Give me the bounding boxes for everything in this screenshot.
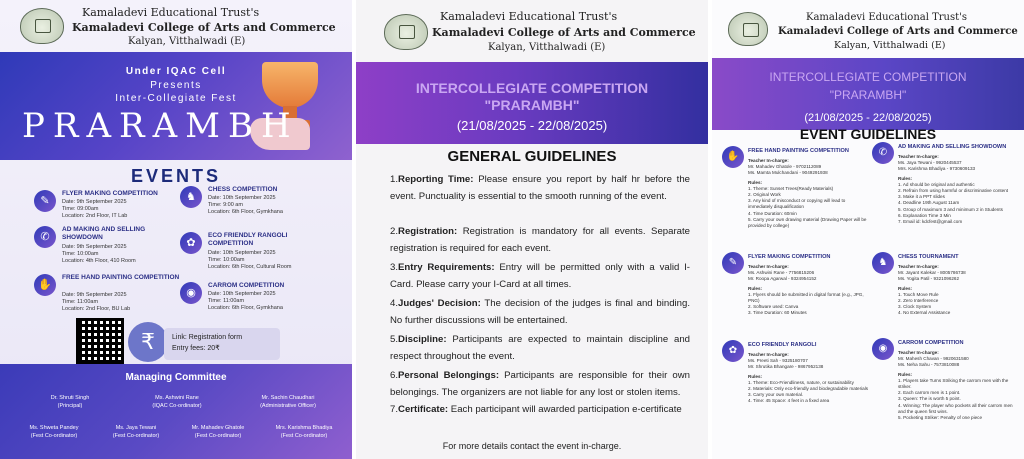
guideline-number: 7. (390, 404, 399, 415)
card-body (898, 350, 1020, 421)
college-location: Kalyan, Vitthalwadi (E) (488, 42, 606, 53)
member-role: (Principal) (57, 403, 83, 409)
rule-line: 1. Theme: Eco-Friendliness, nature, or sustainability (748, 379, 854, 385)
college-logo (384, 14, 428, 50)
guideline-item (390, 172, 690, 205)
megaphone-icon: ✆ (872, 142, 894, 164)
guideline-number: 1. (390, 174, 399, 185)
committee-member (262, 424, 346, 440)
banner-dates: (21/08/2025 - 22/08/2025) (804, 112, 932, 124)
banner-title: INTERCOLLEGIATE COMPETITION (415, 80, 649, 96)
rule-line: 3. Make it a PPT slides (898, 194, 945, 200)
college-logo (728, 12, 768, 46)
event-time: Time: 10:00am (208, 257, 245, 263)
poster-event-guidelines (712, 0, 1024, 459)
committee-member (240, 394, 336, 410)
chess-icon: ♞ (872, 252, 894, 274)
incharge-label: Teacher In-charge: (748, 158, 789, 163)
rule-line: 7. Email id: kdcfest@gmail.com (898, 219, 963, 225)
committee-member (14, 424, 94, 440)
college-header (356, 0, 708, 54)
rule-line: 5. Pocketing Striker: Penalty of one piece (898, 415, 983, 421)
teacher-contact: Ms. Ashwini Rane - 7756815206 (748, 270, 815, 276)
incharge-label: Teacher In-charge: (748, 352, 789, 357)
rule-line: 1. Theme: Sunset Trees(Ready Materials) (748, 185, 834, 191)
teacher-contact: Mr. Mahesh Chavan - 9920631580 (898, 356, 969, 362)
event-location: Location: 2nd Floor, BU Lab (62, 306, 131, 312)
rule-line: 1. Ad should be original and authentic (898, 181, 975, 187)
registration-box[interactable] (164, 328, 280, 360)
card-title: FREE HAND PAINTING COMPETITION (748, 148, 849, 154)
guideline-label: Judges' Decision: (398, 298, 481, 309)
guideline-item (390, 332, 690, 365)
guideline-label: Entry Requirements: (398, 262, 495, 273)
college-header (712, 0, 1024, 54)
rule-line: 1. Touch Move Rule (898, 291, 939, 297)
event-title: FLYER MAKING COMPETITION (62, 190, 158, 197)
event-date: Date: 9th September 2025 (62, 292, 127, 298)
college-location: Kalyan, Vitthalwadi (E) (128, 36, 246, 47)
guideline-text: Participants are expected to maintain discipline and respect throughout the event. (390, 334, 690, 362)
rules-label: Rules: (748, 179, 763, 185)
teacher-contact: Ms. Mamta Mulchandani - 9049291938 (748, 170, 828, 176)
committee-member (178, 424, 258, 440)
rule-line: 5. Carry your own drawing material (Drawing Paper will be provided by college) (748, 216, 867, 229)
card-title: CARROM COMPETITION (898, 340, 964, 346)
guideline-text: Please ensure you report by half hr before the event. Punctuality is essential to the smooth running of the event. (390, 174, 690, 202)
registration-link[interactable]: Link: Registration form (172, 334, 243, 341)
banner-title: INTERCOLLEGIATE COMPETITION (769, 70, 967, 84)
committee-member (96, 424, 176, 440)
committee-member (132, 394, 222, 410)
card-body (748, 352, 870, 405)
rule-line: 2. Software used: Canva (748, 304, 799, 310)
member-name: Mr. Mahadev Ghatole (191, 425, 245, 431)
guideline-item (390, 402, 690, 419)
trust-name: Kamaladevi Educational Trust's (82, 6, 260, 19)
rule-line: 3. Any kind of misconduct or copying will lead to immediately disqualification (748, 198, 846, 210)
rule-line: 6. Explanation Time 3 Min (898, 212, 951, 218)
rule-line: 4. Deadline 19th August 11am (898, 200, 960, 206)
guideline-item (390, 296, 690, 329)
rule-line: 2. Zero Interference (898, 298, 939, 304)
member-name: Mr. Sachin Chaudhari (261, 395, 315, 401)
carrom-icon: ◉ (180, 282, 202, 304)
member-role: (Administrative Officer) (260, 403, 316, 409)
incharge-label: Teacher In-charge: (898, 264, 939, 269)
member-name: Ms. Shweta Pandey (29, 425, 79, 431)
rule-line: 3. Carry your own material. (748, 392, 804, 398)
paint-hand-icon: ✋ (34, 274, 56, 296)
trust-name: Kamaladevi Educational Trust's (440, 10, 618, 23)
member-name: Ms. Ashwini Rane (155, 395, 199, 401)
guideline-number: 3. (390, 262, 399, 273)
college-name: Kamaladevi College of Arts and Commerce (778, 26, 1018, 37)
rule-line: 1. Players take Turns Striking the carrom men with the striker. (898, 377, 1009, 390)
teacher-contact: Mr. Shrutika Bhangare - 9867952138 (748, 364, 824, 370)
chess-icon: ♞ (180, 186, 202, 208)
event-title: CHESS COMPETITION (208, 186, 278, 193)
member-role: (Fest Co-ordinator) (112, 433, 160, 439)
college-logo (20, 8, 64, 44)
event-time: Time: 11:00am (62, 299, 99, 305)
member-role: (IQAC Co-ordinator) (152, 403, 202, 409)
member-name: Dr. Shruti Singh (50, 395, 90, 401)
rule-line: 2. Refrain from using harmful or discriminative content (898, 188, 1009, 194)
event-location: Location: 2nd Floor, IT Lab (62, 213, 128, 219)
college-name: Kamaladevi College of Arts and Commerce (432, 26, 696, 39)
rules-label: Rules: (898, 175, 913, 181)
guideline-label: Registration: (398, 226, 458, 237)
teacher-contact: Ms. Neha Sahu - 7573810088 (898, 362, 960, 368)
event-location: Location: 6th Floor, Gymkhana (208, 305, 283, 311)
rule-line: 4. Winning: The player who pockets all their carrom men and the queen first wins. (898, 402, 1013, 414)
event-time: Time: 10:00am (62, 251, 99, 257)
college-name: Kamaladevi College of Arts and Commerce (72, 21, 336, 34)
member-name: Mrs. Karishma Bhadiya (275, 425, 333, 431)
poster-events (0, 0, 352, 459)
card-title: FLYER MAKING COMPETITION (748, 254, 831, 260)
rules-label: Rules: (898, 285, 913, 291)
incharge-label: Teacher In-charge: (748, 264, 789, 269)
event-time: Time: 9:00 am (208, 202, 243, 208)
event-date: Date: 10th September 2025 (208, 291, 276, 297)
guideline-text: Entry will be permitted only with a valid I-Card. Please carry your I-Card at all times. (390, 262, 691, 290)
incharge-label: Teacher In-charge: (898, 154, 939, 159)
registration-qr-code[interactable] (76, 318, 124, 366)
carrom-icon: ◉ (872, 338, 894, 360)
guideline-number: 5. (390, 334, 399, 345)
college-header (0, 0, 352, 54)
rule-line: 4. No External Assistance (898, 310, 951, 316)
guideline-item (390, 368, 690, 401)
pen-icon: ✎ (722, 252, 744, 274)
guideline-text: The decision of the judges is final and binding. No further discussions will be entertained. (390, 298, 690, 326)
event-guidelines-heading: EVENT GUIDELINES (799, 126, 937, 142)
rules-label: Rules: (748, 285, 763, 291)
event-date: Date: 10th September 2025 (208, 195, 276, 201)
iqac-line: Under IQAC Cell (125, 66, 227, 77)
guideline-number: 6. (390, 370, 399, 381)
event-title: ECO FRIENDLY RANGOLI COMPETITION (208, 232, 288, 247)
entry-fees: Entry fees: 20₹ (172, 345, 220, 352)
rule-line: 2. Original Work (748, 192, 781, 198)
presents-line: Presents (150, 80, 202, 91)
megaphone-icon: ✆ (34, 226, 56, 248)
guideline-item (390, 224, 690, 257)
rule-line: 2. Materials: Only eco-friendly and biodegradable materials (748, 386, 869, 392)
guideline-number: 4. (390, 298, 399, 309)
rule-line: 3. Clock System (898, 304, 932, 310)
event-title: CARROM COMPETITION (208, 282, 285, 289)
card-title: CHESS TOURNAMENT (898, 254, 959, 260)
trust-name: Kamaladevi Educational Trust's (806, 12, 968, 23)
guidelines-heading: GENERAL GUIDELINES (447, 148, 617, 165)
committee-heading: Managing Committee (125, 372, 227, 383)
events-heading: EVENTS (130, 166, 222, 186)
banner-subtitle: "PRARAMBH" (484, 97, 580, 113)
teacher-contact: Mrs. Karishma Bhadiya - 9730609133 (898, 166, 976, 172)
committee-member (30, 394, 110, 410)
pen-icon: ✎ (34, 190, 56, 212)
rule-line: 3. Queen: The is worth 5 point. (898, 396, 961, 402)
card-body (748, 264, 870, 317)
banner-dates: (21/08/2025 - 22/08/2025) (456, 118, 608, 133)
guideline-label: Discipline: (398, 334, 447, 345)
event-date: Date: 9th September 2025 (62, 199, 127, 205)
rule-line: 3. Time Duration: 60 Minutes (748, 310, 807, 316)
guideline-label: Certificate: (398, 404, 449, 415)
college-location: Kalyan, Vitthalwadi (E) (834, 40, 946, 51)
guideline-text: Each participant will awarded participation e-certificate (448, 404, 682, 415)
fest-line: Inter-Collegiate Fest (115, 93, 237, 104)
teacher-contact: Ms. Preeti Sah - 9325180707 (748, 358, 808, 364)
teacher-contact: Mr. Roopa Agarwal - 9324954152 (748, 276, 817, 282)
guideline-label: Reporting Time: (398, 174, 474, 185)
event-location: Location: 6th Floor, Cultural Room (208, 264, 292, 270)
rule-line: 2. Each carrom men is 1 point. (898, 390, 961, 396)
event-date: Date: 9th September 2025 (62, 244, 127, 250)
event-date: Date: 10th September 2025 (208, 250, 276, 256)
member-name: Ms. Jaya Tewani (115, 425, 157, 431)
card-body (898, 264, 1020, 317)
guideline-number: 2. (390, 226, 399, 237)
card-body (748, 158, 870, 229)
event-time: Time: 09:00am (62, 206, 99, 212)
rule-line: 4. Time: 45 Space: 4 feet in a fixed area (748, 398, 830, 404)
rangoli-icon: ✿ (180, 232, 202, 254)
event-title: FREE HAND PAINTING COMPETITION (62, 274, 180, 281)
event-title: AD MAKING AND SELLING SHOWDOWN (62, 226, 146, 241)
event-location: Location: 4th Floor, 410 Room (62, 258, 136, 264)
member-role: (Fest Co-ordinator) (30, 433, 78, 439)
contact-note: For more details contact the event in-charge. (442, 441, 622, 451)
rules-label: Rules: (748, 373, 763, 379)
member-role: (Fest Co-ordinator) (280, 433, 328, 439)
rules-label: Rules: (898, 371, 913, 377)
guideline-item (390, 260, 690, 293)
paint-hand-icon: ✋ (722, 146, 744, 168)
banner-subtitle: "PRARAMBH" (829, 88, 907, 102)
fest-title: PRARAMBH (22, 106, 299, 146)
event-time: Time: 11:00am (208, 298, 245, 304)
teacher-contact: Ms. Yogita Patil - 9321096262 (898, 276, 960, 282)
poster-general-guidelines (356, 0, 708, 459)
card-body (898, 154, 1020, 225)
rangoli-icon: ✿ (722, 340, 744, 362)
guideline-text: Participants are responsible for their own belongings. The organizers are not liable for any lost or stolen items. (390, 370, 690, 398)
event-location: Location: 6th Floor, Gymkhana (208, 209, 283, 215)
rule-line: 4. Time Duration: 60min (748, 210, 797, 216)
rupee-icon: ₹ (128, 322, 168, 362)
card-title: ECO FRIENDLY RANGOLI (748, 342, 817, 348)
rule-line: 5. Group of maximum 3 and minimum 2 in Students (898, 206, 1003, 212)
rule-line: 1. Flyers should be submitted in digital format (e.g., JPG, PNG) (748, 291, 864, 304)
guideline-label: Personal Belongings: (398, 370, 500, 381)
teacher-contact: Mr. Mahadev Ghatole - 9702112089 (748, 164, 822, 170)
guideline-text: Registration is mandatory for all events. Separate registration is required for each event. (390, 226, 690, 254)
card-title: AD MAKING AND SELLING SHOWDOWN (898, 144, 1007, 150)
incharge-label: Teacher In-charge: (898, 350, 939, 355)
member-role: (Fest Co-ordinator) (194, 433, 242, 439)
teacher-contact: Ms. Jaya Tewani - 9920445537 (898, 160, 962, 166)
teacher-contact: Mr. Jayant Kalekar - 8005786738 (898, 270, 966, 276)
